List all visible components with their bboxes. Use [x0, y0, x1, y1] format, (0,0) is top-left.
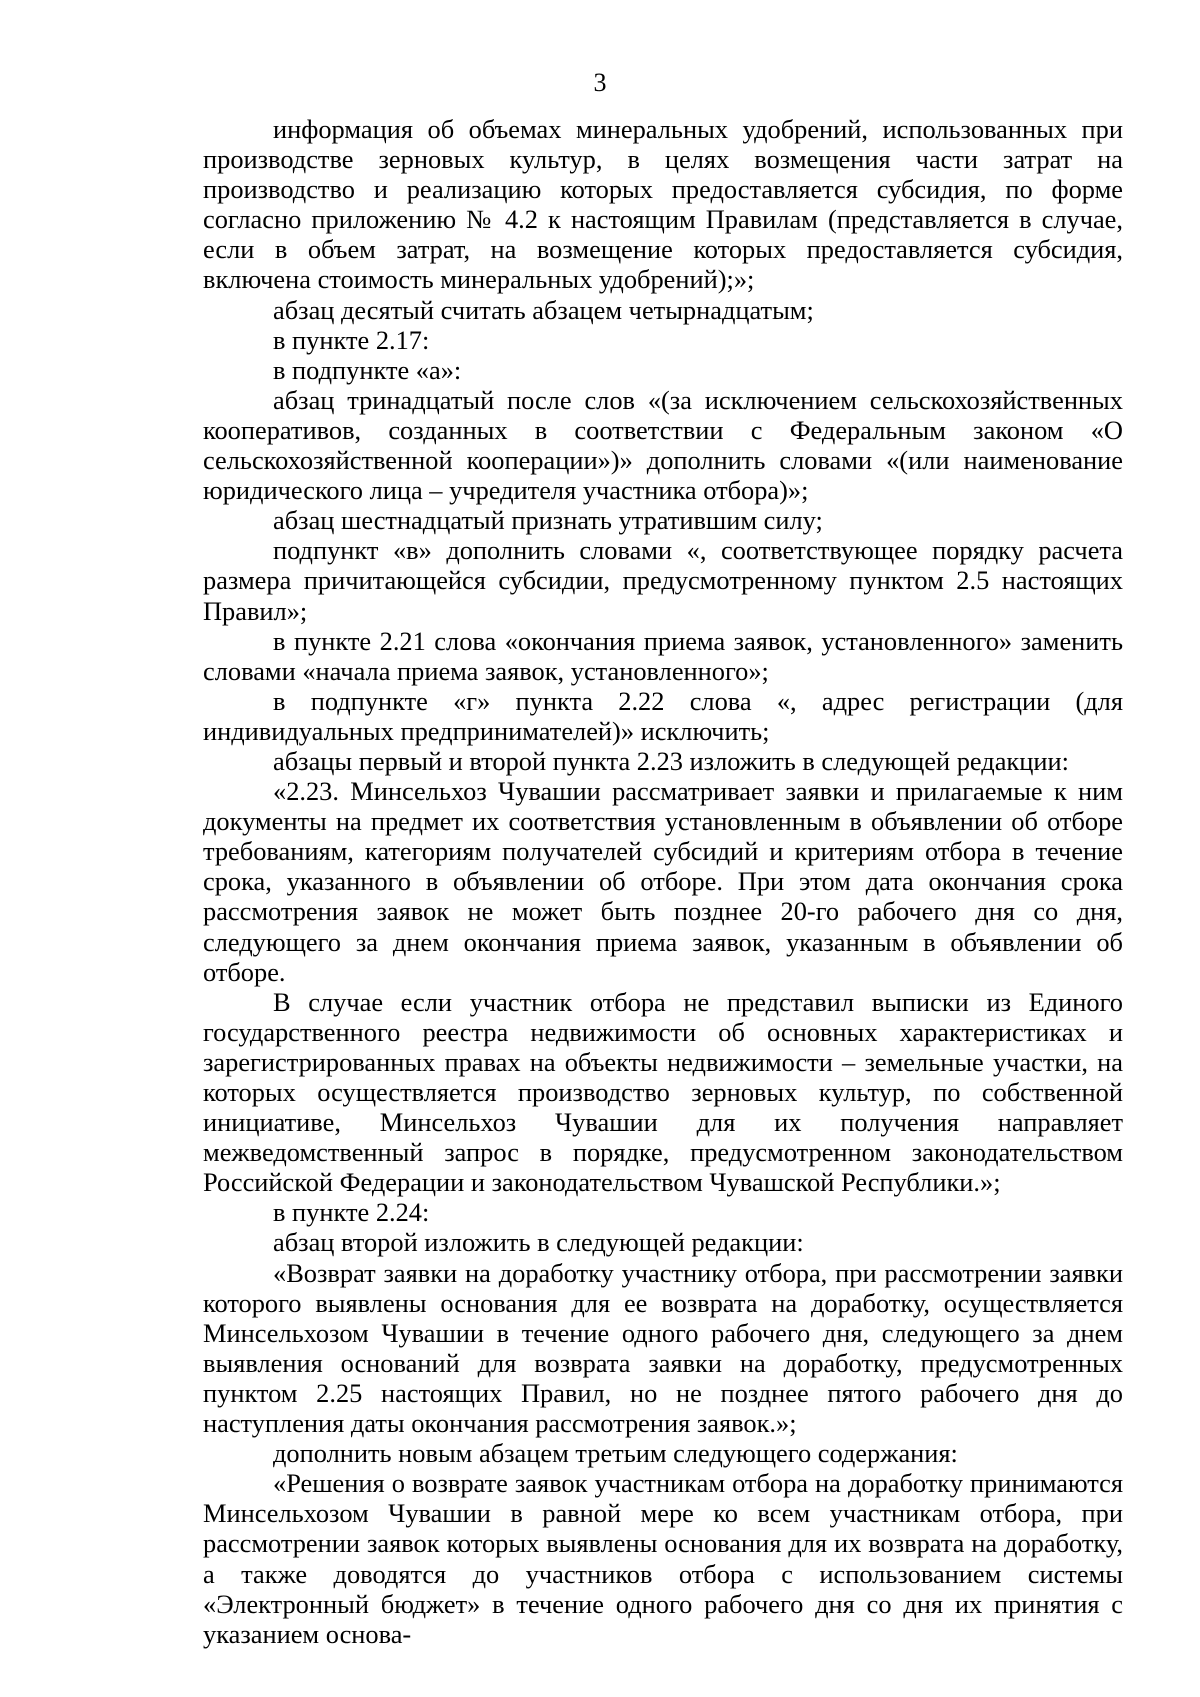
paragraph: абзац десятый считать абзацем четырнадцатым; — [273, 294, 814, 325]
paragraph: в пункте 2.21 слова «окончания приема заявок, установленного» заменить словами «начала приема заявок, установленного»; — [203, 625, 1123, 686]
paragraph: в пункте 2.24: — [273, 1197, 430, 1228]
paragraph: В случае если участник отбора не представил выписки из Единого государственного реестра недвижимости об основных характеристиках и зарегистрированных правах на объекты недвижимости – земельные участки, на которых осуществляется производство зерновых культур, по собственной инициативе, Минсельхоз Чувашии для их получения направляет межведомственный запрос в порядке, предусмотренном законодательством Российской Федерации и законодательством Чувашской Республики.»; — [203, 986, 1123, 1198]
document-body — [203, 114, 1123, 1649]
page-number: 3 — [593, 68, 607, 97]
paragraph: дополнить новым абзацем третьим следующего содержания: — [273, 1438, 958, 1469]
paragraph: «2.23. Минсельхоз Чувашии рассматривает заявки и прилагаемые к ним документы на предмет их соответствия установленным в объявлении об отборе требованиям, категориям получателей субсидий и критериям отбора в течение срока, указанного в объявлении об отборе. При этом дата окончания срока рассмотрения заявок не может быть позднее 20-го рабочего дня со дня, следующего за днем окончания приема заявок, указанным в объявлении об отборе. — [203, 776, 1123, 987]
paragraph: в подпункте «а»: — [273, 354, 462, 385]
paragraph: абзац тринадцатый после слов «(за исключением сельскохозяйственных кооперативов, созданных в соответствии с Федеральным законом «О сельскохозяйственной кооперации»)» дополнить словами «(или наименование юридического лица – учредителя участника отбора)»; — [203, 384, 1123, 506]
paragraph: в подпункте «г» пункта 2.22 слова «, адрес регистрации (для индивидуальных предпринимателей)» исключить; — [203, 685, 1123, 746]
paragraph: «Возврат заявки на доработку участнику отбора, при рассмотрении заявки которого выявлены основания для ее возврата на доработку, осуществляется Минсельхозом Чувашии в течение одного рабочего дня, следующего за днем выявления оснований для возврата заявки на доработку, предусмотренных пунктом 2.25 настоящих Правил, но не позднее пятого рабочего дня до наступления даты окончания рассмотрения заявок.»; — [203, 1257, 1123, 1439]
paragraph: информация об объемах минеральных удобрений, использованных при производстве зерновых культур, в целях возмещения части затрат на производство и реализацию которых предоставляется субсидия, по форме согласно приложению № 4.2 к настоящим Правилам (представляется в случае, если в объем затрат, на возмещение которых предоставляется субсидия, включена стоимость минеральных удобрений);»; — [203, 114, 1123, 295]
paragraph: абзац шестнадцатый признать утратившим силу; — [273, 505, 823, 536]
paragraph: «Решения о возврате заявок участникам отбора на доработку принимаются Минсельхозом Чувашии в равной мере ко всем участникам отбора, при рассмотрении заявок которых выявлены основания для их возврата на доработку, а также доводятся до участников отбора с использованием системы «Электронный бюджет» в течение одного рабочего дня со дня их принятия с указанием основа- — [203, 1468, 1123, 1649]
paragraph: подпункт «в» дополнить словами «, соответствующее порядку расчета размера причитающейся субсидии, предусмотренному пунктом 2.5 настоящих Правил»; — [203, 535, 1123, 626]
paragraph: абзац второй изложить в следующей редакции: — [273, 1227, 804, 1258]
paragraph: абзацы первый и второй пункта 2.23 изложить в следующей редакции: — [273, 745, 1069, 776]
paragraph: в пункте 2.17: — [273, 324, 430, 355]
